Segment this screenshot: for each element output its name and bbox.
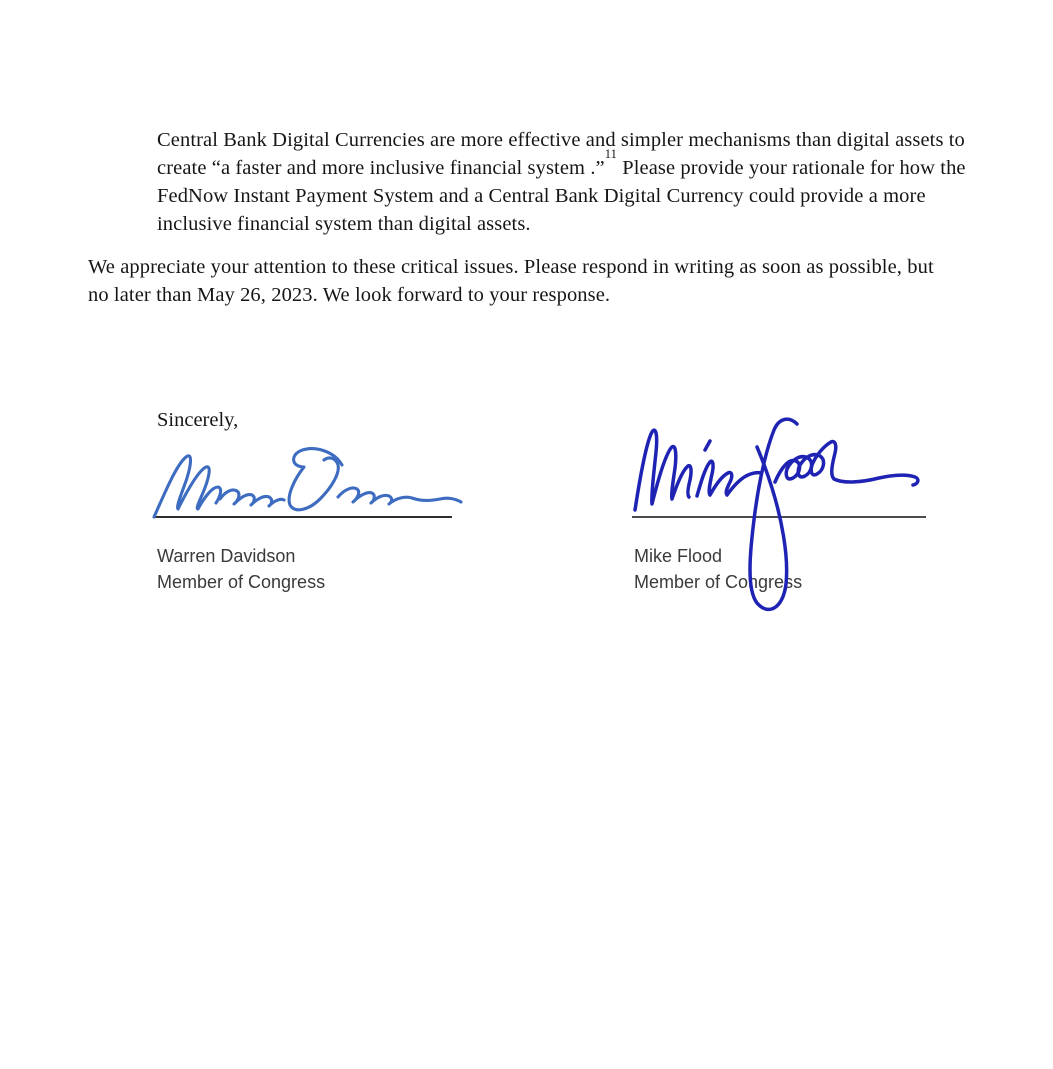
signature-line-warren-davidson xyxy=(155,516,452,518)
signer-name: Mike Flood xyxy=(634,546,723,566)
request-paragraph xyxy=(157,126,973,238)
request-text-before-footnote: Central Bank Digital Currencies are more effective and simpler mechanisms than digital assets to create “a faster and more inclusive financial system .” xyxy=(157,129,965,179)
footnote-marker: 11 xyxy=(604,147,618,162)
signature-block-warren-davidson xyxy=(157,543,325,595)
salutation: Sincerely, xyxy=(157,409,239,431)
request-text-after-footnote: Please provide your rationale for how the FedNow Instant Payment System and a Central Bank Digital Currency could provide a more inclusive financial system than digital assets. xyxy=(157,157,966,235)
signer-name: Warren Davidson xyxy=(157,546,296,566)
closing-paragraph: We appreciate your attention to these critical issues. Please respond in writing as soon as possible, but no later than May 26, 2023. We look forward to your response. xyxy=(88,256,934,306)
signer-title: Member of Congress xyxy=(157,572,326,592)
signature-block-mike-flood xyxy=(634,543,802,595)
signer-title: Member of Congress xyxy=(634,572,803,592)
warren-davidson-ink-strokes xyxy=(154,449,461,517)
signature-line-mike-flood xyxy=(632,516,926,518)
